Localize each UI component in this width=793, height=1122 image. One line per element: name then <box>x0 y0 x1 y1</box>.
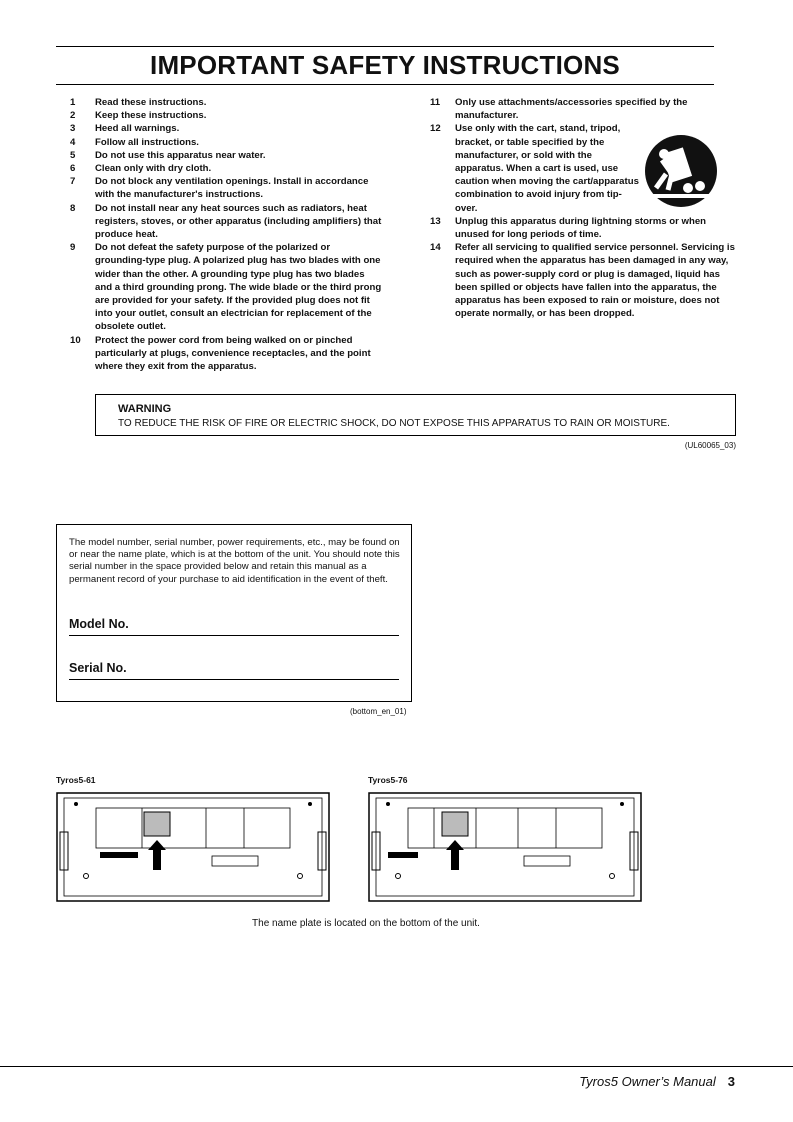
instruction-item <box>70 96 382 109</box>
instruction-item <box>70 175 382 201</box>
warning-code: (UL60065_03) <box>684 441 736 450</box>
instruction-text: Refer all servicing to qualified service personnel. Servicing is required when the apparatus has been damaged in any way, such as power-supply cord or plug is damaged, liquid has been spilled or objects have fallen into the apparatus, the apparatus has been exposed to rain or moisture, does not operate normally, or has been dropped. <box>455 242 735 320</box>
title-top-rule <box>56 46 714 47</box>
instruction-item <box>430 241 736 320</box>
instruction-item <box>70 136 382 149</box>
instruction-number: 1 <box>70 97 76 108</box>
instruction-text: Do not block any ventilation openings. Install in accordance with the manufacturer's instructions. <box>95 176 369 201</box>
instruction-item <box>70 241 382 333</box>
instruction-text: Read these instructions. <box>95 97 207 108</box>
cart-tip-over-warning-icon <box>642 130 720 212</box>
instruction-text: Protect the power cord from being walked on or pinched particularly at plugs, convenience receptacles, and the point where they exit from the apparatus. <box>95 334 371 373</box>
instruction-text: Only use attachments/accessories specified by the manufacturer. <box>455 97 688 122</box>
manual-title: Tyros5 Owner’s Manual <box>579 1074 716 1089</box>
instruction-item <box>70 122 382 135</box>
instruction-text: Clean only with dry cloth. <box>95 163 212 175</box>
serial-number-label: Serial No. <box>69 661 127 675</box>
footer-rule <box>0 1066 793 1067</box>
instruction-number: 4 <box>70 136 76 148</box>
warning-box <box>95 394 736 436</box>
instruction-number: 13 <box>430 215 441 227</box>
page-footer <box>579 1074 735 1089</box>
instruction-item <box>430 122 641 214</box>
instruction-text: Heed all warnings. <box>95 123 180 135</box>
instruction-item <box>430 96 736 122</box>
title-bottom-rule <box>56 84 714 85</box>
warning-title: WARNING <box>118 403 172 415</box>
instruction-number: 10 <box>70 334 81 346</box>
diagram-caption: The name plate is located on the bottom of the unit. <box>252 918 480 929</box>
serial-number-line[interactable] <box>69 679 399 680</box>
instruction-number: 6 <box>70 163 76 175</box>
instruction-text: Keep these instructions. <box>95 110 207 122</box>
page-title: IMPORTANT SAFETY INSTRUCTIONS <box>150 50 620 80</box>
diagram-label-61: Tyros5-61 <box>56 775 96 785</box>
instruction-number: 3 <box>70 123 76 135</box>
instruction-number: 12 <box>430 123 441 135</box>
model-number-label: Model No. <box>69 617 129 631</box>
instruction-number: 2 <box>70 110 76 122</box>
instruction-number: 9 <box>70 242 76 254</box>
diagram-label-76: Tyros5-76 <box>368 775 408 785</box>
instruction-number: 11 <box>430 97 441 108</box>
keyboard-bottom-diagram-61 <box>56 792 330 902</box>
instruction-number: 8 <box>70 202 76 214</box>
instruction-item <box>70 334 382 374</box>
instruction-text: Do not install near any heat sources such as radiators, heat registers, stoves, or other apparatus (including amplifiers) that produce heat. <box>95 202 382 241</box>
instruction-text: Do not defeat the safety purpose of the polarized or grounding-type plug. A polarized plug has two blades with one wider than the other. A grounding type plug has two blades and a third grounding prong. The wide blade or the third prong are provided for your safety. If the provided plug does not fit into your outlet, consult an electrician for replacement of the obsolete outlet. <box>95 242 382 333</box>
instruction-text: Do not use this apparatus near water. <box>95 149 266 161</box>
warning-text: TO REDUCE THE RISK OF FIRE OR ELECTRIC SHOCK, DO NOT EXPOSE THIS APPARATUS TO RAIN OR MOISTURE. <box>118 418 670 429</box>
instruction-text: Use only with the cart, stand, tripod, bracket, or table specified by the manufacturer, or sold with the apparatus. When a cart is used, use caution when moving the cart/apparatus combination to avoid injury from tip-over. <box>455 123 639 214</box>
serial-note: The model number, serial number, power requirements, etc., may be found on or near the name plate, which is at the bottom of the unit. You should note this serial number in the space provided below and retain this manual as a permanent record of your purchase to aid identification in the event of theft. <box>69 537 400 585</box>
instruction-item <box>70 149 382 162</box>
keyboard-bottom-diagram-76 <box>368 792 642 902</box>
page-number: 3 <box>727 1074 735 1089</box>
instruction-number: 5 <box>70 149 76 161</box>
instruction-number: 14 <box>430 242 441 254</box>
instruction-item <box>70 109 382 122</box>
model-number-line[interactable] <box>69 635 399 636</box>
instruction-item <box>70 162 382 175</box>
instruction-item <box>430 215 736 241</box>
serial-box-code: (bottom_en_01) <box>350 707 407 716</box>
instruction-text: Unplug this apparatus during lightning storms or when unused for long periods of time. <box>455 215 707 241</box>
instruction-item <box>70 202 382 242</box>
instruction-number: 7 <box>70 176 76 188</box>
instructions-left-column <box>70 96 382 373</box>
instruction-text: Follow all instructions. <box>95 136 199 148</box>
serial-number-box <box>56 524 412 702</box>
